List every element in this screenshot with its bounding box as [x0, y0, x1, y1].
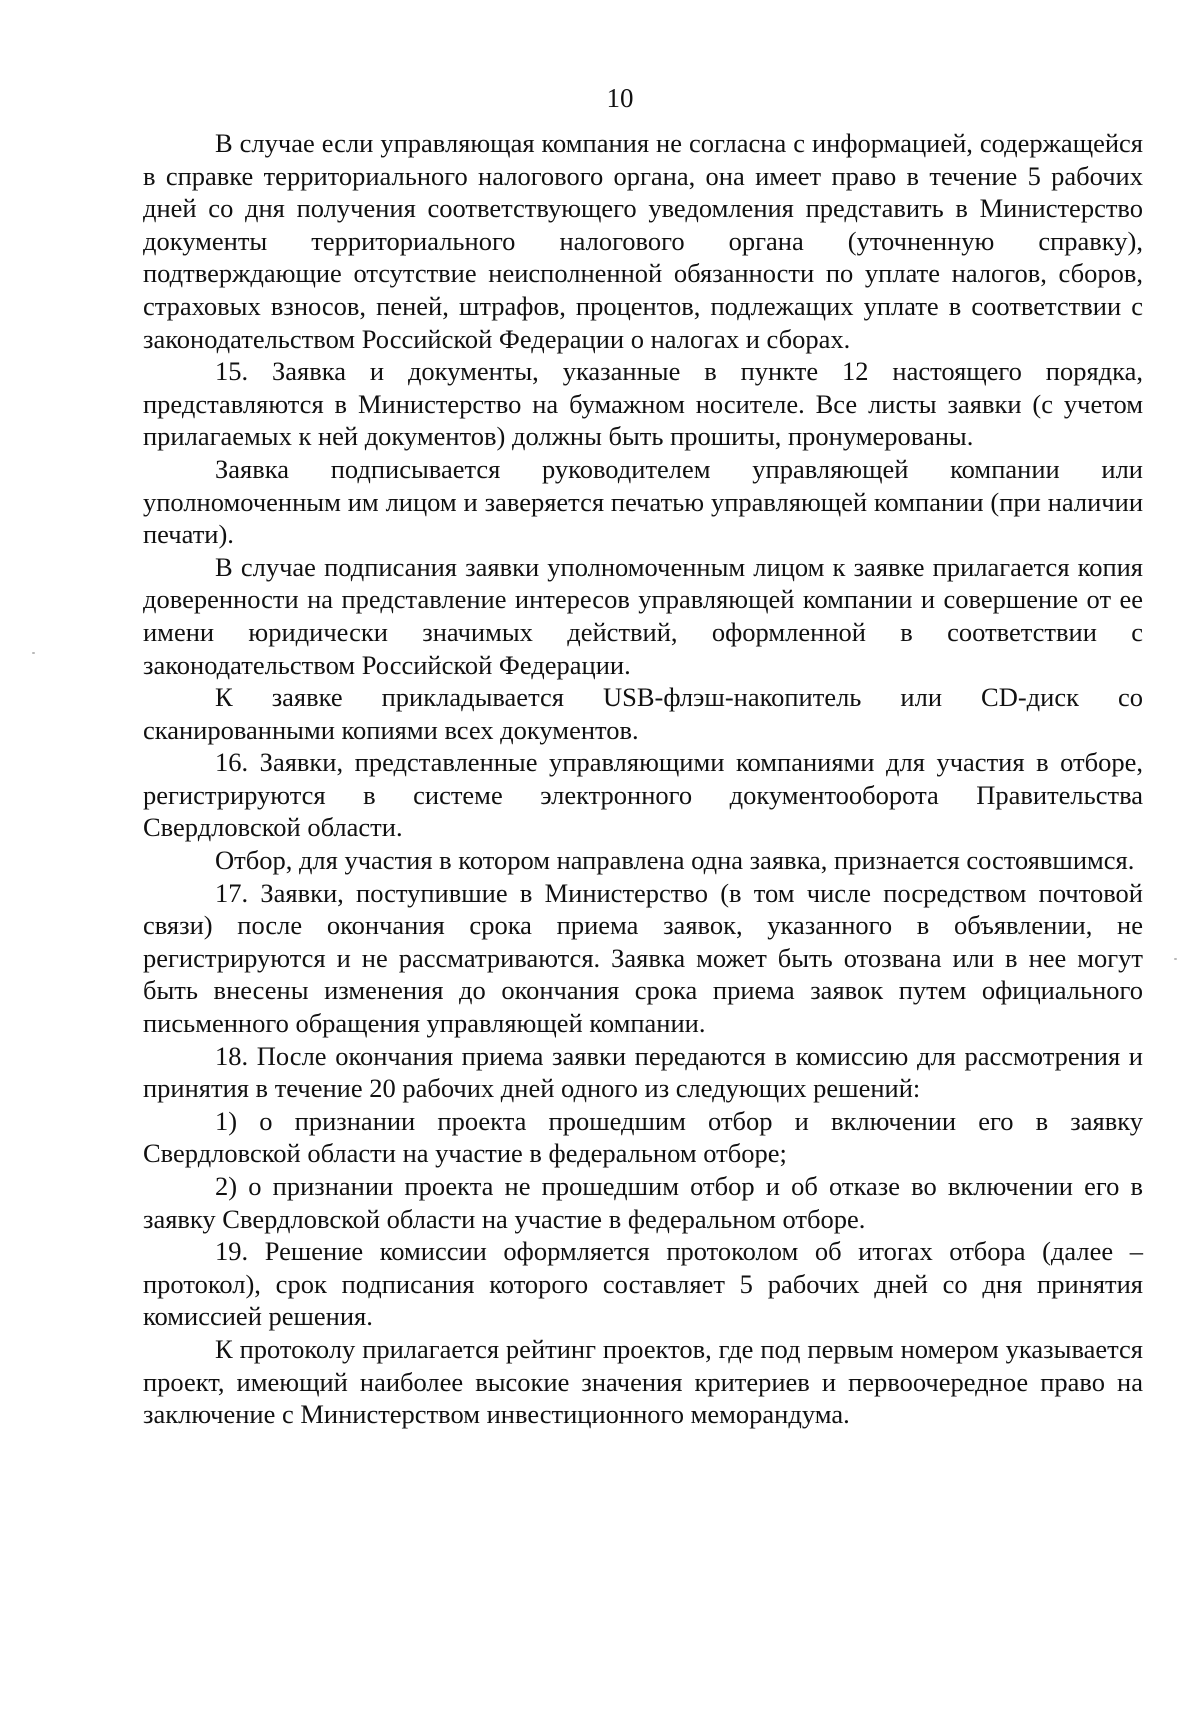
paragraph-application-signing: Заявка подписывается руководителем управляющей компании или уполномоченным им лицом и заверяется печатью управляющей компании (при наличии печати).	[143, 453, 1143, 550]
paragraph-15-application-submission: 15. Заявка и документы, указанные в пункте 12 настоящего порядка, представляются в Министерство на бумажном носителе. Все листы заявки (с учетом прилагаемых к ней документов) должны быть прошиты, пронумерованы.	[143, 356, 1143, 452]
paragraph-tax-certificate-disagreement: В случае если управляющая компания не согласна с информацией, содержащейся в справке территориального налогового органа, она имеет право в течение 5 рабочих дней со дня получения соответствующего уведомления представить в Министерство документы территориального налогового органа (уточненную справку), подтверждающие отсутствие неисполненной обязанности по уплате налогов, сборов, страховых взносов, пеней, штрафов, процентов, подлежащих уплате в соответствии с законодательством Российской Федерации о налогах и сборах.	[143, 128, 1143, 354]
paragraph-decision-2: 2) о признании проекта не прошедшим отбор и об отказе во включении его в заявку Свердловской области на участие в федеральном отборе.	[143, 1171, 1143, 1234]
paragraph-single-application-selection: Отбор, для участия в котором направлена одна заявка, признается состоявшимся.	[215, 845, 1135, 876]
paragraph-project-rating: К протоколу прилагается рейтинг проектов, где под первым номером указывается проект, имеющий наиболее высокие значения критериев и первоочередное право на заключение с Министерством инвестиционного меморандума.	[143, 1333, 1143, 1430]
scan-speck	[1174, 958, 1177, 960]
paragraph-16-registration: 16. Заявки, представленные управляющими компаниями для участия в отборе, регистрируются в системе электронного документооборота Правительства Свердловской области.	[143, 747, 1143, 843]
paragraph-power-of-attorney: В случае подписания заявки уполномоченным лицом к заявке прилагается копия доверенности на представление интересов управляющей компании и совершение от ее имени юридически значимых действий, оформленной в соответствии с законодательством Российской Федерации.	[143, 551, 1143, 680]
paragraph-usb-cd-attachment: К заявке прикладывается USB-флэш-накопитель или CD-диск со сканированными копиями всех документов.	[143, 682, 1143, 745]
scan-speck	[32, 652, 35, 654]
document-body	[143, 127, 1143, 1431]
paragraph-18-commission-review: 18. После окончания приема заявки передаются в комиссию для рассмотрения и принятия в течение 20 рабочих дней одного из следующих решений:	[143, 1040, 1143, 1104]
page-number: 10	[606, 83, 634, 113]
paragraph-decision-1: 1) о признании проекта прошедшим отбор и включении его в заявку Свердловской области на участие в федеральном отборе;	[143, 1105, 1143, 1169]
paragraph-19-protocol: 19. Решение комиссии оформляется протоколом об итогах отбора (далее – протокол), срок подписания которого составляет 5 рабочих дней со дня принятия комиссией решения.	[143, 1236, 1143, 1332]
paragraph-17-late-applications: 17. Заявки, поступившие в Министерство (в том числе посредством почтовой связи) после окончания срока приема заявок, указанного в объявлении, не регистрируются и не рассматриваются. Заявка может быть отозвана или в нее могут быть внесены изменения до окончания срока приема заявок путем официального письменного обращения управляющей компании.	[143, 877, 1143, 1039]
